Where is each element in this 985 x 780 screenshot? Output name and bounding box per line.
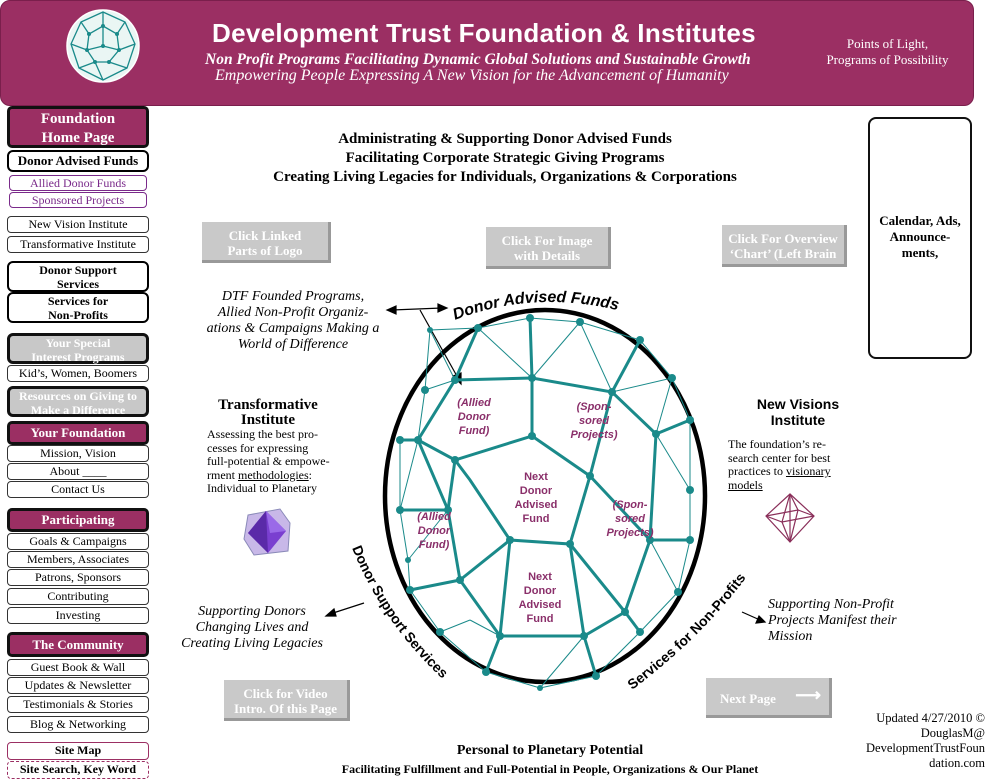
label-line: Fund xyxy=(526,613,554,625)
nav-services-for-nonprofits[interactable] xyxy=(7,292,149,323)
desc-line: cesses for expressing xyxy=(207,440,309,455)
label-line: (Allied xyxy=(417,511,451,523)
label-line: Fund xyxy=(522,513,550,525)
click-linked-logo-button[interactable] xyxy=(202,222,331,263)
points-line: Points of Light, xyxy=(846,36,929,51)
nav-transformative-institute[interactable]: Transformative Institute xyxy=(7,236,149,253)
nav-testimonials[interactable]: Testimonials & Stories xyxy=(7,696,149,713)
nav-patrons-sponsors[interactable]: Patrons, Sponsors xyxy=(7,569,149,586)
updated-line: dation.com xyxy=(929,756,985,770)
nav-new-vision-institute[interactable]: New Vision Institute xyxy=(7,216,149,233)
headline-living-legacies: Creating Living Legacies for Individuals, Organizations & Corporations xyxy=(273,169,737,185)
nav-label: Your Special xyxy=(45,336,111,350)
arc-label-text: Donor Advised Funds xyxy=(450,288,621,324)
button-label: Click Linked xyxy=(228,228,302,243)
button-label: Click for Video xyxy=(243,686,328,701)
models-link[interactable]: models xyxy=(728,477,763,492)
title-line: Transformative xyxy=(218,397,318,413)
nav-participating[interactable]: Participating xyxy=(7,508,149,532)
nav-goals-campaigns[interactable]: Goals & Campaigns xyxy=(7,533,149,550)
desc-line: Individual to Planetary xyxy=(207,481,317,495)
support-line: Supporting Non-Profit xyxy=(768,597,894,612)
nav-guest-book[interactable]: Guest Book & Wall xyxy=(7,659,149,676)
desc-line: The foundation’s re- xyxy=(728,437,826,451)
headline-corporate-giving: Facilitating Corporate Strategic Giving Programs xyxy=(345,150,665,166)
updated-line: Updated 4/27/2010 © xyxy=(876,711,985,725)
label-line: Donor xyxy=(523,585,557,597)
nav-contact-us[interactable]: Contact Us xyxy=(7,481,149,498)
points-of-light-text xyxy=(815,36,960,68)
nav-label: Services xyxy=(57,277,99,291)
nav-updates-newsletter[interactable]: Updates & Newsletter xyxy=(7,677,149,694)
nav-members-associates[interactable]: Members, Associates xyxy=(7,551,149,568)
nav-donor-support-services[interactable] xyxy=(7,261,149,292)
label-line: Advised xyxy=(518,599,562,611)
dtf-line: ations & Campaigns Making a xyxy=(206,321,380,336)
desc-line: search center for best xyxy=(728,450,831,465)
dtf-line: World of Difference xyxy=(237,337,349,352)
nav-site-map[interactable]: Site Map xyxy=(7,742,149,760)
title-line: New Visions xyxy=(756,396,840,412)
sponsored-projects-label-1[interactable] xyxy=(570,401,617,441)
nav-contributing[interactable]: Contributing xyxy=(7,588,149,605)
nav-foundation-home[interactable] xyxy=(7,106,149,148)
support-line: Supporting Donors xyxy=(198,604,306,619)
nav-blog-networking[interactable]: Blog & Networking xyxy=(7,716,149,733)
label-line: Donor xyxy=(417,525,451,537)
label-line: Next xyxy=(524,471,548,483)
nav-special-interest-programs[interactable] xyxy=(7,333,149,364)
footer-subtitle: Facilitating Fulfillment and Full-Potential in People, Organizations & Our Planet xyxy=(341,762,759,776)
arc-label-text: Donor Support Services xyxy=(349,543,452,682)
updated-copyright-text xyxy=(843,711,985,771)
label-line: Donor xyxy=(457,411,491,423)
desc-text: rment xyxy=(207,467,238,482)
label-line: Donor xyxy=(519,485,553,497)
support-line: Changing Lives and xyxy=(195,620,309,635)
updated-line: DouglasM@ xyxy=(920,726,985,740)
nav-label: Services for xyxy=(47,294,109,308)
nav-label: Make a Difference xyxy=(30,403,126,417)
nav-label: Non-Profits xyxy=(48,308,108,322)
button-label: ‘Chart’ (Left Brain xyxy=(729,246,837,261)
header-tagline: Non Profit Programs Facilitating Dynamic Global Solutions and Sustainable Growth xyxy=(205,51,751,68)
label-line: Projects) xyxy=(606,527,654,539)
label-line: Advised xyxy=(514,499,558,511)
arrow-head xyxy=(387,306,396,314)
label-line: (Allied xyxy=(457,397,491,409)
button-label: Next Page xyxy=(720,691,776,706)
right-arrow-icon: ⟶ xyxy=(795,685,821,705)
nav-allied-donor-funds[interactable]: Allied Donor Funds xyxy=(9,175,147,191)
arrow-head xyxy=(438,304,447,312)
title-line: Institute xyxy=(770,412,826,428)
label-line: (Spon- xyxy=(612,499,648,511)
nav-the-community[interactable]: The Community xyxy=(7,632,149,657)
label-line: sored xyxy=(579,415,609,427)
label-line: (Spon- xyxy=(576,401,612,413)
dtf-line: Allied Non-Profit Organiz- xyxy=(217,305,369,320)
points-line: Programs of Possibility xyxy=(826,52,949,67)
support-line: Creating Living Legacies xyxy=(181,636,323,651)
updated-line: DevelopmentTrustFoun xyxy=(866,741,985,755)
desc-text: : xyxy=(308,467,313,482)
title-line: Institute xyxy=(240,412,296,428)
footer-title: Personal to Planetary Potential xyxy=(456,743,644,758)
nav-site-search[interactable]: Site Search, Key Word xyxy=(7,761,149,779)
label-line: Fund) xyxy=(458,425,490,437)
nav-your-foundation[interactable]: Your Foundation xyxy=(7,421,149,445)
nav-mission-vision[interactable]: Mission, Vision xyxy=(7,445,149,462)
methodologies-link[interactable]: methodologies xyxy=(238,467,309,482)
arrow-head xyxy=(756,616,765,623)
button-label: Parts of Logo xyxy=(227,243,303,258)
click-overview-chart-button[interactable] xyxy=(722,225,847,267)
nav-donor-advised-funds[interactable]: Donor Advised Funds xyxy=(7,150,149,172)
sponsored-projects-label-2[interactable] xyxy=(606,499,653,539)
nav-label: Donor Support xyxy=(39,263,117,277)
headline-donor-advised: Administrating & Supporting Donor Advised Funds xyxy=(338,131,672,147)
geodesic-diagram[interactable] xyxy=(160,270,860,700)
arrow-line xyxy=(392,308,442,310)
label-line: Fund) xyxy=(418,539,450,551)
next-donor-advised-fund-label-2[interactable] xyxy=(519,571,562,625)
calendar-ads-text: Calendar, Ads, Announce-ments, xyxy=(879,213,961,260)
support-line: Projects Manifest their xyxy=(768,613,897,628)
next-donor-advised-fund-label-1[interactable] xyxy=(515,471,558,525)
button-label: Intro. Of this Page xyxy=(233,701,338,716)
nav-about[interactable]: About ____ xyxy=(7,463,149,480)
nav-label: Foundation xyxy=(40,111,116,127)
nav-sponsored-projects[interactable]: Sponsored Projects xyxy=(9,192,147,208)
visionary-link[interactable]: visionary xyxy=(785,464,831,478)
header-subtagline: Empowering People Expressing A New Vision for the Advancement of Humanity xyxy=(215,67,729,84)
next-page-button[interactable] xyxy=(706,678,832,718)
arrow-head xyxy=(326,609,336,616)
nav-label: Home Page xyxy=(41,130,115,146)
nav-kids-women-boomers[interactable]: Kid’s, Women, Boomers xyxy=(7,365,149,382)
click-image-details-button[interactable] xyxy=(486,227,611,269)
desc-text: practices to xyxy=(728,464,786,478)
click-video-intro-button[interactable] xyxy=(224,680,350,721)
site-title: Development Trust Foundation & Institutes xyxy=(212,18,756,48)
allied-donor-fund-label-1[interactable] xyxy=(457,397,491,437)
allied-donor-fund-label-2[interactable] xyxy=(417,511,451,551)
desc-line: Assessing the best pro- xyxy=(207,427,318,441)
label-line: sored xyxy=(615,513,645,525)
nav-label: Interest Programs xyxy=(31,350,125,364)
label-line: Next xyxy=(528,571,552,583)
button-label: Click For Overview xyxy=(728,231,838,246)
geodesic-logo-icon[interactable] xyxy=(65,8,141,84)
button-label: with Details xyxy=(513,248,581,263)
dtf-line: DTF Founded Programs, xyxy=(221,289,365,304)
desc-line: full-potential & empowe- xyxy=(207,454,330,468)
nav-investing[interactable]: Investing xyxy=(7,607,149,624)
label-line: Projects) xyxy=(570,429,618,441)
nav-resources-on-giving[interactable] xyxy=(7,386,149,417)
donor-support-services-arc-label[interactable] xyxy=(349,543,451,681)
button-label: Click For Image xyxy=(501,233,593,248)
arc-label-text: Services for Non-Profits xyxy=(624,569,749,693)
nav-label: Resources on Giving to xyxy=(18,389,138,403)
support-line: Mission xyxy=(768,629,813,644)
